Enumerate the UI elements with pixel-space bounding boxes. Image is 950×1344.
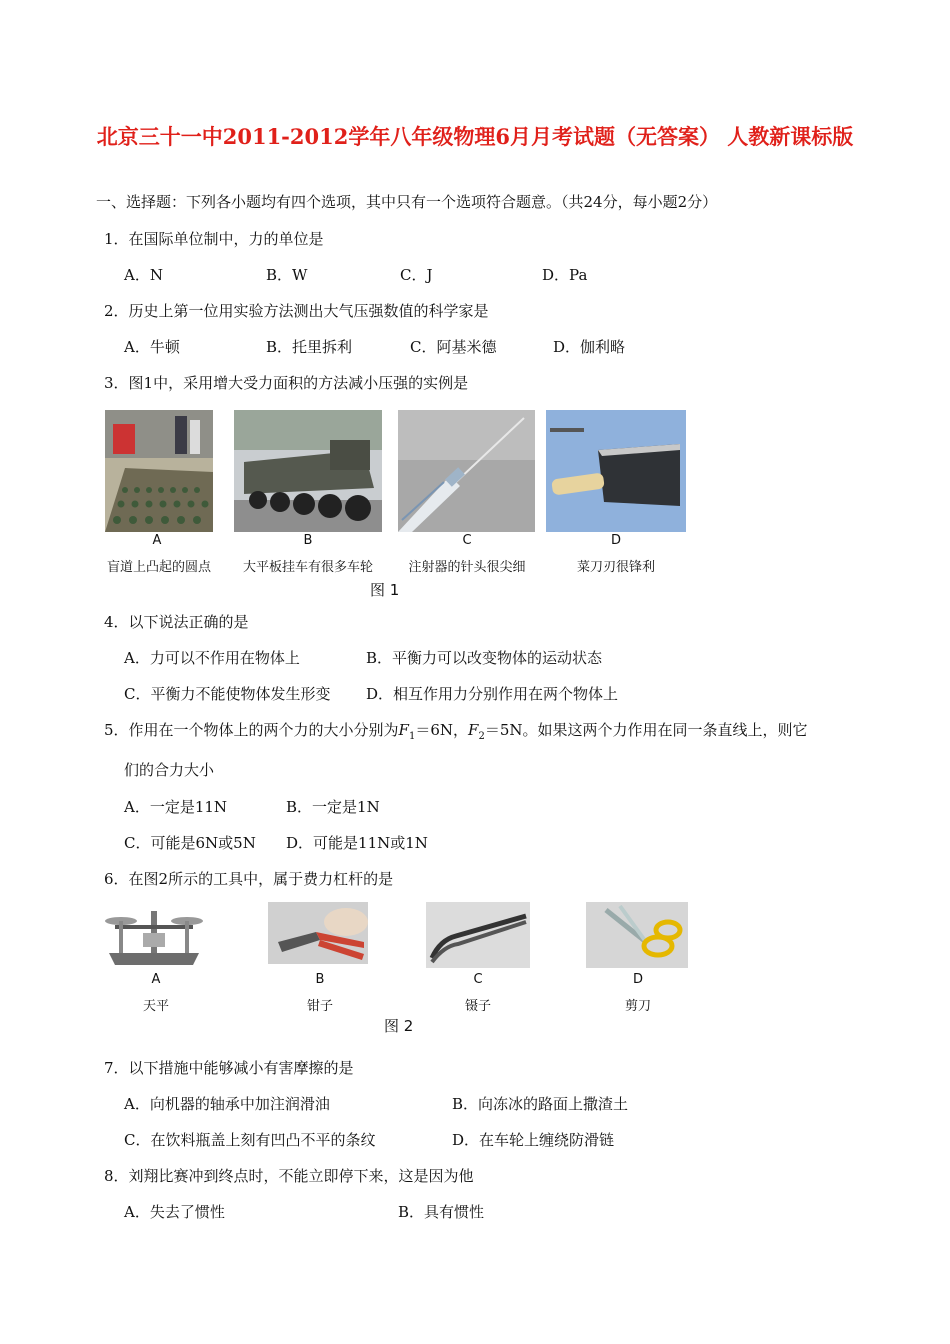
figure1-photo-syringe (398, 410, 535, 532)
question-7-option-d: D．在车轮上缠绕防滑链 (452, 1131, 615, 1149)
question-1-stem: 1．在国际单位制中，力的单位是 (104, 230, 324, 248)
question-7-option-c: C．在饮料瓶盖上刻有凹凸不平的条纹 (124, 1131, 376, 1149)
figure2-caption-a: 天平 (142, 999, 169, 1014)
question-1-option-a: A．N (124, 266, 163, 284)
question-7-stem: 7．以下措施中能够减小有害摩擦的是 (104, 1059, 354, 1077)
figure2-letter-b: B (315, 972, 325, 987)
question-4-option-a: A．力可以不作用在物体上 (124, 649, 300, 667)
figure2-photo-pliers (268, 902, 368, 964)
figure1-letter-d: D (610, 533, 621, 548)
question-8-stem: 8．刘翔比赛冲到终点时，不能立即停下来，这是因为他 (104, 1167, 474, 1185)
figure1-photo-flatbed-trailer (234, 410, 382, 532)
question-2-option-d: D．伽利略 (553, 338, 626, 356)
figure1-photo-kitchen-knife (546, 410, 686, 532)
question-1-option-d: D．Pa (542, 266, 588, 284)
question-4-option-c: C．平衡力不能使物体发生形变 (124, 685, 331, 703)
figure1-label: 图 1 (370, 581, 400, 599)
question-3-stem: 3．图1中，采用增大受力面积的方法减小压强的实例是 (104, 374, 469, 392)
question-5-stem-line2: 们的合力大小 (124, 761, 215, 779)
question-5-option-c: C．可能是6N或5N (124, 834, 256, 852)
question-2-option-a: A．牛顿 (124, 338, 180, 356)
figure2-letter-d: D (632, 972, 643, 987)
question-5-option-a: A．一定是11N (124, 798, 228, 816)
figure1-caption-a: 盲道上凸起的圆点 (106, 560, 211, 575)
document-title: 北京三十一中2011-2012学年八年级物理6月月考试题（无答案） 人教新课标版 (96, 124, 854, 149)
question-2-stem: 2．历史上第一位用实验方法测出大气压强数值的科学家是 (104, 302, 489, 320)
figure2-photo-scissors (586, 902, 688, 968)
figure1-photo-tactile-paving (105, 410, 213, 532)
question-4-option-b: B．平衡力可以改变物体的运动状态 (366, 649, 603, 667)
figure1-letter-b: B (303, 533, 313, 548)
figure1-letter-a: A (152, 533, 162, 548)
question-2-option-b: B．托里拆利 (266, 338, 353, 356)
figure2-caption-d: 剪刀 (624, 999, 651, 1014)
question-6-stem: 6．在图2所示的工具中，属于费力杠杆的是 (104, 870, 394, 888)
section-heading: 一、选择题：下列各小题均有四个选项，其中只有一个选项符合题意。（共24分，每小题2分） (96, 193, 718, 211)
figure1-caption-c: 注射器的针头很尖细 (408, 560, 526, 575)
question-8-option-a: A．失去了惯性 (124, 1203, 225, 1221)
question-4-option-d: D．相互作用力分别作用在两个物体上 (366, 685, 619, 703)
figure1-caption-d: 菜刀刃很锋利 (576, 560, 655, 575)
figure2-caption-b: 钳子 (306, 999, 333, 1014)
figure2-label: 图 2 (384, 1017, 414, 1035)
figure2-letter-c: C (473, 972, 483, 987)
question-1-option-c: C．J (400, 266, 433, 284)
question-4-stem: 4．以下说法正确的是 (104, 613, 249, 631)
figure2-photo-balance (103, 903, 205, 967)
question-5-option-d: D．可能是11N或1N (286, 834, 428, 852)
figure2-photo-tweezers (426, 902, 530, 968)
question-7-option-a: A．向机器的轴承中加注润滑油 (124, 1095, 330, 1113)
question-2-option-c: C．阿基米德 (410, 338, 497, 356)
question-5-option-b: B．一定是1N (286, 798, 380, 816)
figure2-letter-a: A (151, 972, 161, 987)
question-7-option-b: B．向冻冰的路面上撒渣土 (452, 1095, 629, 1113)
question-5-stem-line1: 5．作用在一个物体上的两个力的大小分别为$F_1=6N$，$F_2=5N$。如果这两个力作用在同一条直线上，则它 (104, 721, 808, 742)
question-1-option-b: B．W (266, 266, 308, 284)
figure1-letter-c: C (462, 533, 472, 548)
figure2-caption-c: 镊子 (464, 999, 491, 1014)
question-8-option-b: B．具有惯性 (398, 1203, 485, 1221)
figure1-caption-b: 大平板挂车有很多车轮 (242, 560, 373, 575)
